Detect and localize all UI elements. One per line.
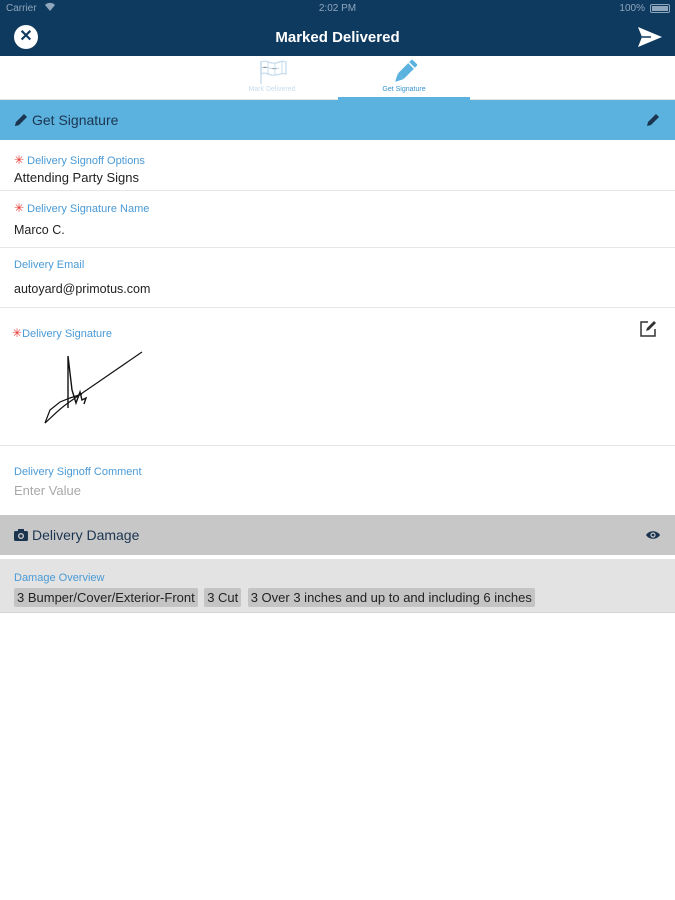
section-title: Delivery Damage	[32, 527, 140, 543]
signoff-comment-label: Delivery Signoff Comment	[14, 466, 142, 478]
delivery-signature-field[interactable]	[0, 308, 675, 446]
close-icon: ✕	[19, 28, 33, 45]
delivery-email-value: autoyard@primotus.com	[14, 282, 151, 296]
damage-chip[interactable]: 3 Bumper/Cover/Exterior-Front	[14, 588, 198, 607]
required-asterisk-icon: ✳	[14, 201, 25, 215]
edit-section-button[interactable]	[645, 112, 661, 128]
damage-chip[interactable]: 3 Over 3 inches and up to and including 6 inches	[248, 588, 535, 607]
field-label	[12, 326, 112, 340]
carrier-label: Carrier	[6, 3, 37, 14]
tab-label: Mark Delivered	[248, 86, 296, 93]
delivery-email-field[interactable]	[0, 248, 675, 308]
pencil-icon	[390, 59, 420, 85]
signature-image	[38, 348, 148, 428]
battery-icon	[650, 4, 670, 13]
field-label	[14, 153, 145, 167]
tab-label: Get Signature	[382, 86, 426, 93]
delivery-damage-section-header[interactable]	[0, 515, 675, 555]
section-title: Get Signature	[32, 112, 119, 128]
damage-chip[interactable]: 3 Cut	[204, 588, 241, 607]
signature-name-label: Delivery Signature Name	[27, 203, 150, 215]
pencil-icon	[13, 112, 29, 128]
edit-signature-button[interactable]	[639, 320, 657, 338]
delivery-signature-label: Delivery Signature	[22, 328, 112, 340]
send-icon	[637, 25, 663, 49]
battery-percent: 100%	[619, 3, 645, 14]
status-bar	[0, 0, 675, 18]
field-label	[14, 201, 149, 215]
damage-chips	[14, 588, 537, 607]
signature-name-value: Marco C.	[14, 223, 65, 237]
signoff-options-value: Attending Party Signs	[14, 170, 140, 185]
tab-mark-delivered[interactable]	[206, 56, 338, 100]
required-asterisk-icon: ✳	[12, 326, 23, 340]
signoff-options-field[interactable]	[0, 141, 675, 191]
page-title: Marked Delivered	[275, 29, 400, 46]
status-time: 2:02 PM	[318, 3, 357, 14]
signoff-comment-input[interactable]: Enter Value	[14, 483, 81, 498]
signoff-comment-field[interactable]	[0, 446, 675, 515]
tab-get-signature[interactable]	[338, 56, 470, 100]
navigation-bar	[0, 18, 675, 56]
send-button[interactable]	[637, 25, 663, 49]
signature-name-field[interactable]	[0, 191, 675, 248]
get-signature-section-header[interactable]	[0, 100, 675, 140]
signoff-options-label: Delivery Signoff Options	[27, 155, 145, 167]
flag-icon	[258, 59, 288, 85]
damage-overview-row[interactable]	[0, 559, 675, 613]
required-asterisk-icon: ✳	[14, 153, 25, 167]
pencil-icon	[645, 112, 661, 128]
view-damage-button[interactable]	[645, 527, 661, 543]
edit-square-icon	[639, 320, 657, 338]
delivery-email-label: Delivery Email	[14, 259, 85, 271]
damage-overview-label: Damage Overview	[14, 572, 105, 584]
eye-icon	[645, 527, 661, 543]
camera-icon	[13, 527, 29, 543]
segment-tabs	[0, 56, 675, 100]
